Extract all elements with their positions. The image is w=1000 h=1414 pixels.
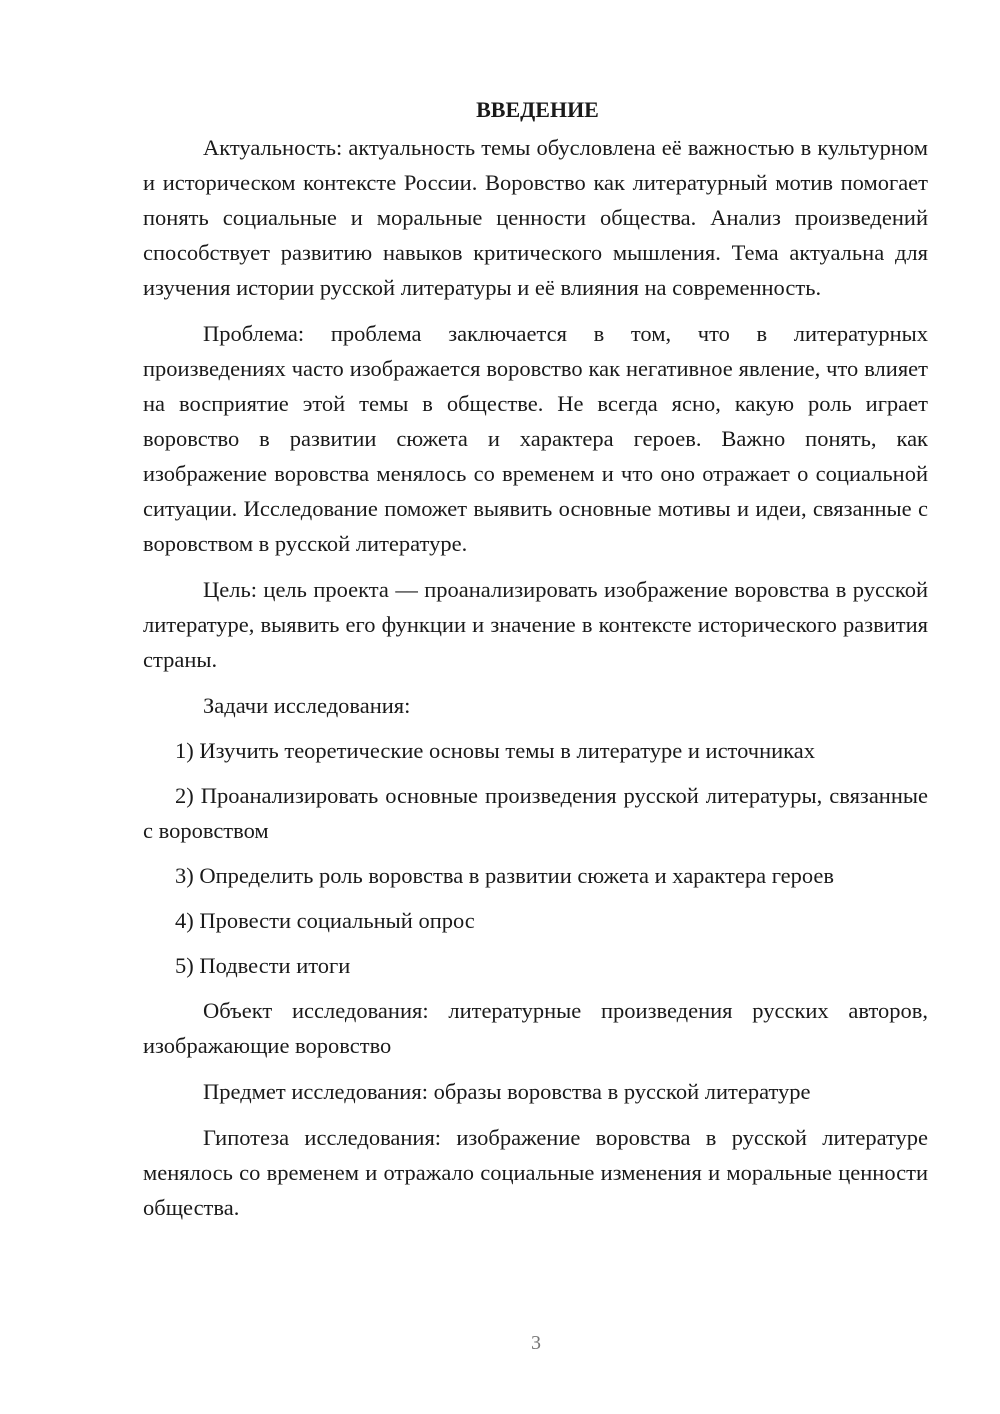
task-item: 1) Изучить теоретические основы темы в литературе и источниках <box>175 738 815 763</box>
document-page <box>143 90 928 1236</box>
relevance-paragraph: Актуальность: актуальность темы обусловлена её важностью в культурном и историческом контексте России. Воровство как литературный мотив помогает понять социальные и моральные ценности общества. Анализ произведений способствует развитию навыков критического мышления. Тема актуальна для изучения истории русской литературы и её влияния на современность. <box>143 135 928 300</box>
task-item: 2) Проанализировать основные произведения русской литературы, связанные с воровством <box>143 783 928 843</box>
tasks-title: Задачи исследования: <box>203 693 411 718</box>
section-heading: ВВЕДЕНИЕ <box>476 97 599 122</box>
task-item: 3) Определить роль воровства в развитии сюжета и характера героев <box>175 863 835 888</box>
problem-paragraph: Проблема: проблема заключается в том, что в литературных произведениях часто изображается воровство как негативное явление, что влияет на восприятие этой темы в обществе. Не всегда ясно, какую роль играет воровство в развитии сюжета и характера героев. Важно понять, как изображение воровства менялось со временем и что оно отражает о социальной ситуации. Исследование поможет выявить основные мотивы и идеи, связанные с воровством в русской литературе. <box>143 321 928 556</box>
page-number: 3 <box>531 1332 541 1354</box>
hypothesis-paragraph: Гипотеза исследования: изображение воровства в русской литературе менялось со временем и отражало социальные изменения и моральные ценности общества. <box>143 1125 928 1220</box>
subject-paragraph: Предмет исследования: образы воровства в русской литературе <box>203 1079 811 1104</box>
task-item: 4) Провести социальный опрос <box>175 908 475 933</box>
task-item: 5) Подвести итоги <box>175 953 351 978</box>
goal-paragraph: Цель: цель проекта — проанализировать изображение воровства в русской литературе, выявить его функции и значение в контексте исторического развития страны. <box>143 577 928 672</box>
object-paragraph: Объект исследования: литературные произведения русских авторов, изображающие воровство <box>143 998 928 1058</box>
